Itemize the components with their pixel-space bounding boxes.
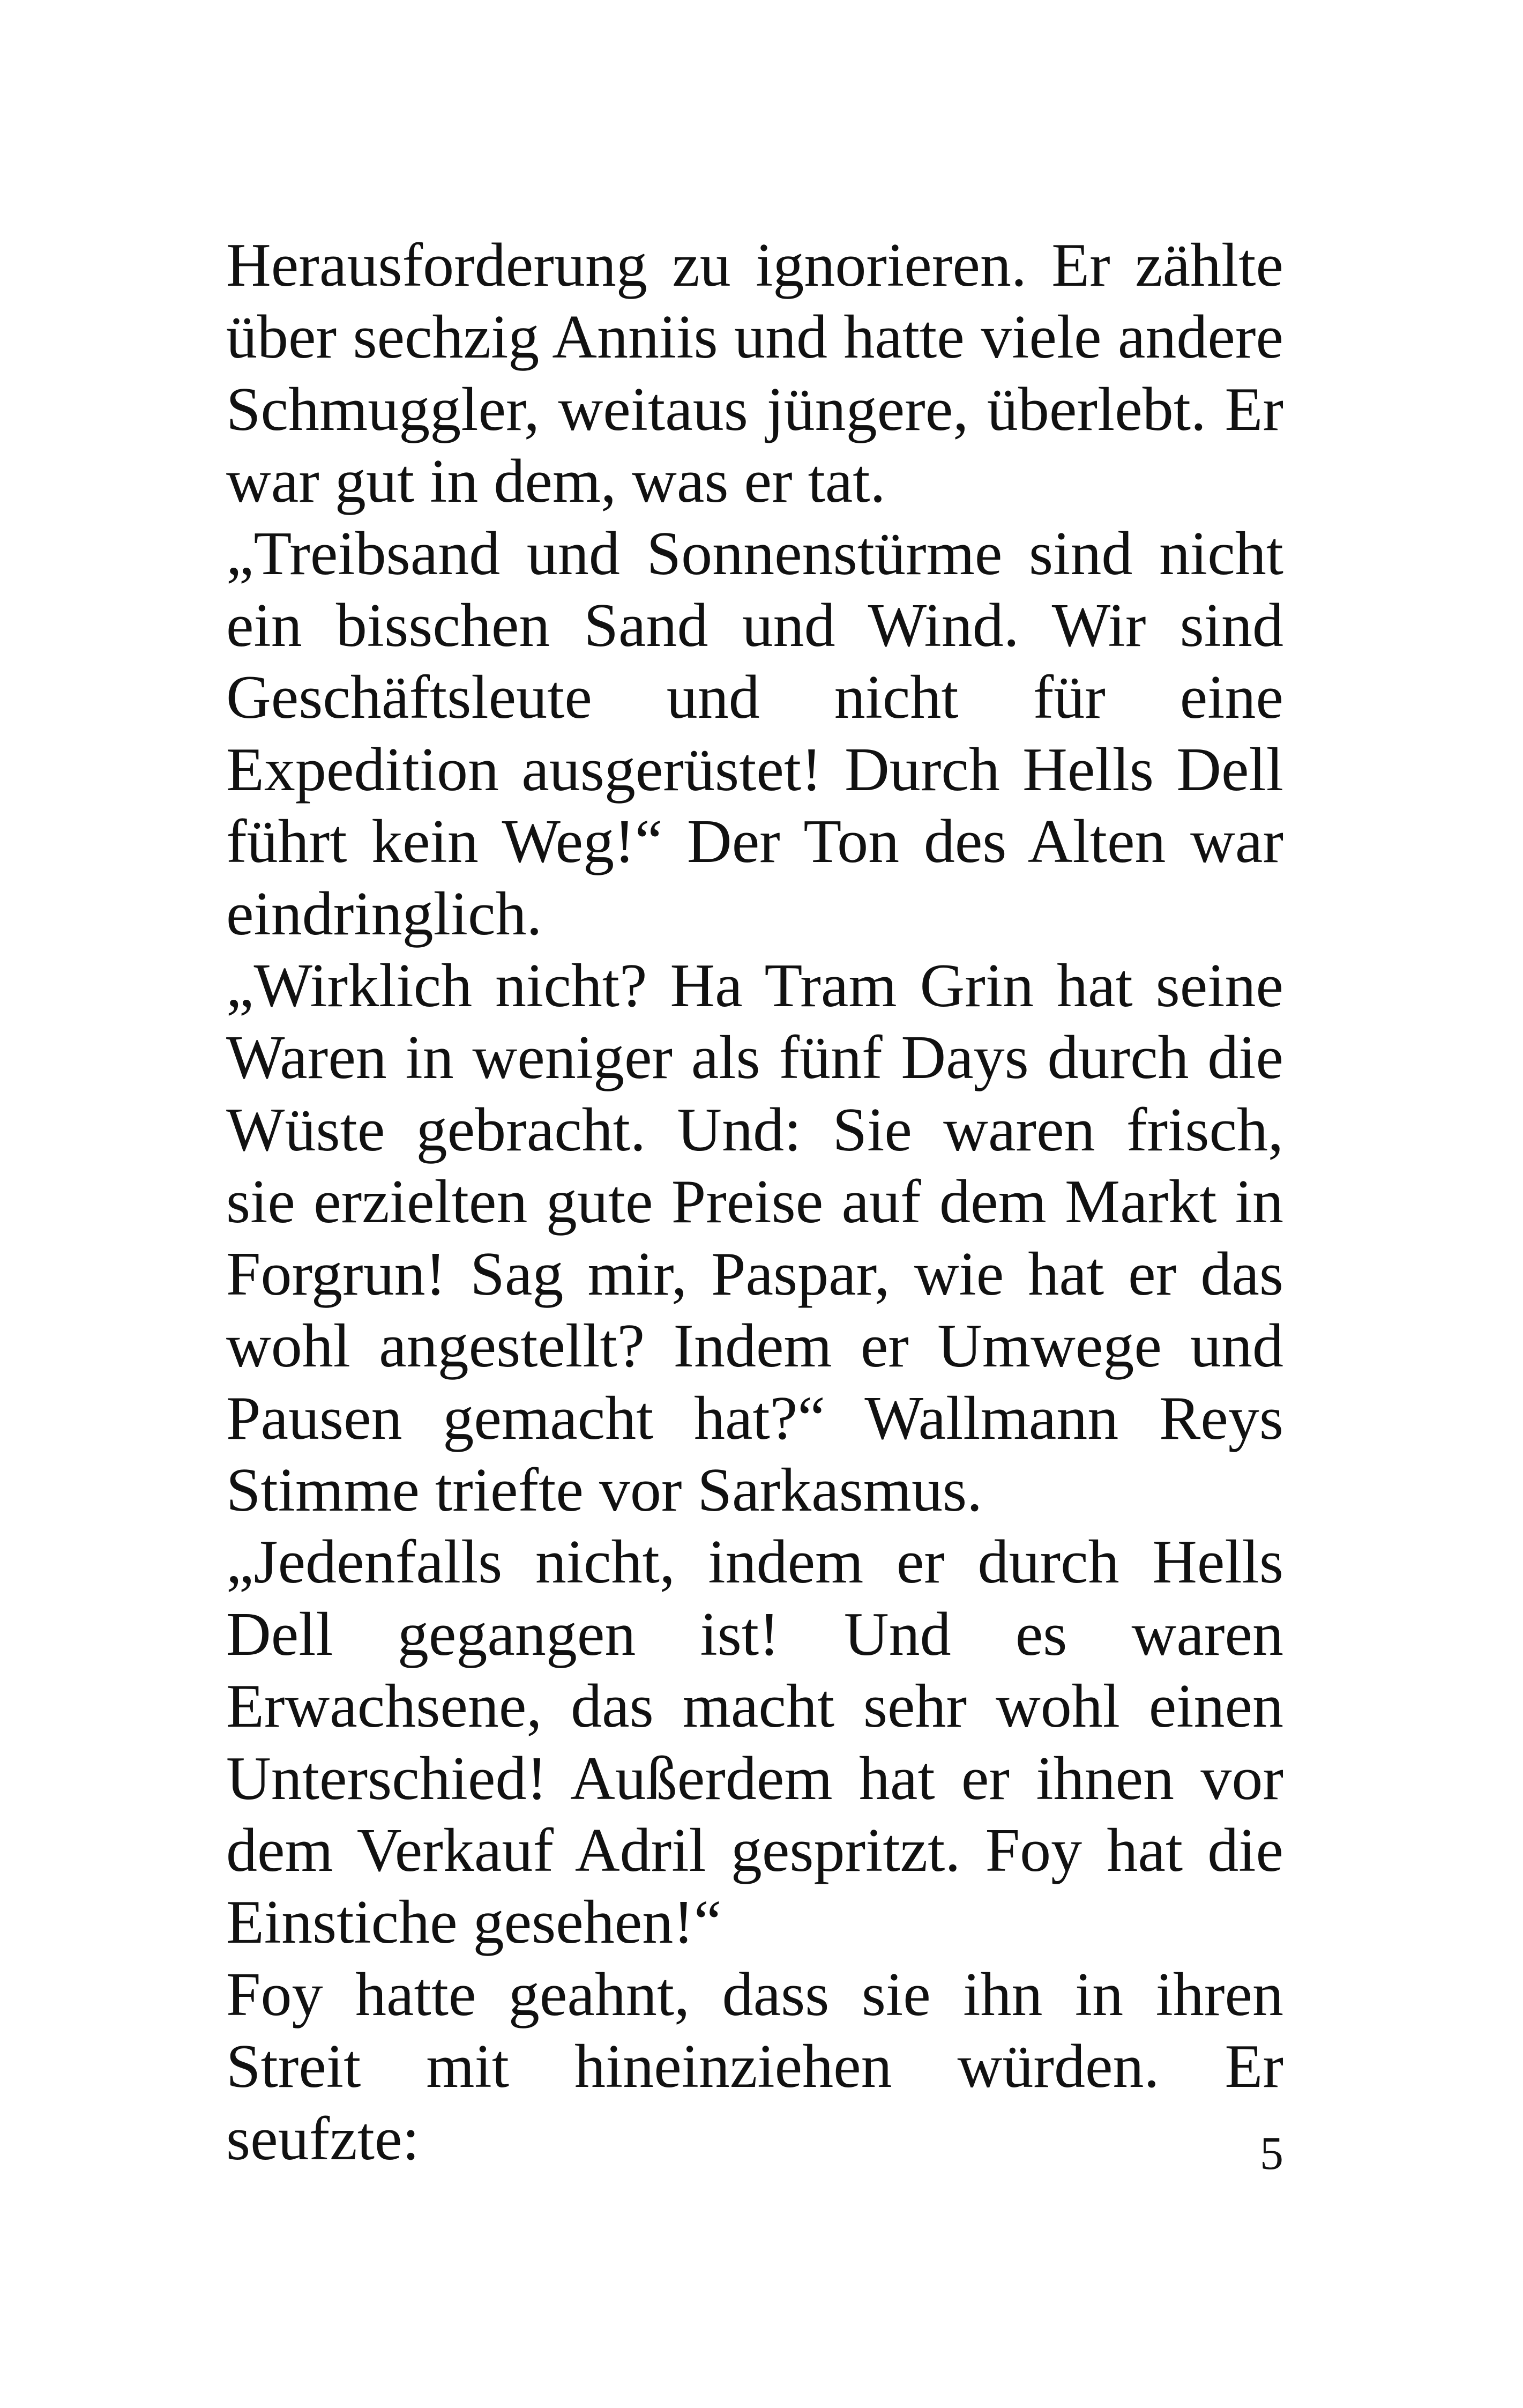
paragraph-4: „Jedenfalls nicht, indem er durch Hells Dell gegangen ist! Und es waren Erwachsene, das macht sehr wohl einen Unterschied! Außerdem hat er ihnen vor dem Verkauf Adril gespritzt. Foy hat die Einstiche gesehen!“ [226, 1528, 1283, 1957]
body-text [226, 229, 1283, 2175]
page-number: 5 [1260, 2128, 1283, 2180]
paragraph-5: Foy hatte geahnt, dass sie ihn in ihren Streit mit hineinziehen würden. Er seufzte: [226, 1960, 1283, 2173]
paragraph-1: Herausforderung zu ignorieren. Er zählte über sechzig Anniis und hatte viele andere Schmuggler, weitaus jüngere, überlebt. Er war gut in dem, was er tat. [226, 231, 1283, 516]
paragraph-3: „Wirklich nicht? Ha Tram Grin hat seine Waren in weniger als fünf Days durch die Wüste gebracht. Und: Sie waren frisch, sie erzielten gute Preise auf dem Markt in Forgrun! Sag mir, Paspar, wie hat er das wohl angestellt? Indem er Umwege und Pausen gemacht hat?“ Wallmann Reys Stimme triefte vor Sarkasmus. [226, 952, 1283, 1525]
paragraph-2: „Treibsand und Sonnenstürme sind nicht ein bisschen Sand und Wind. Wir sind Geschäftsleute und nicht für eine Expedition ausgerüstet! Durch Hells Dell führt kein Weg!“ Der Ton des Alten war eindringlich. [226, 519, 1283, 948]
